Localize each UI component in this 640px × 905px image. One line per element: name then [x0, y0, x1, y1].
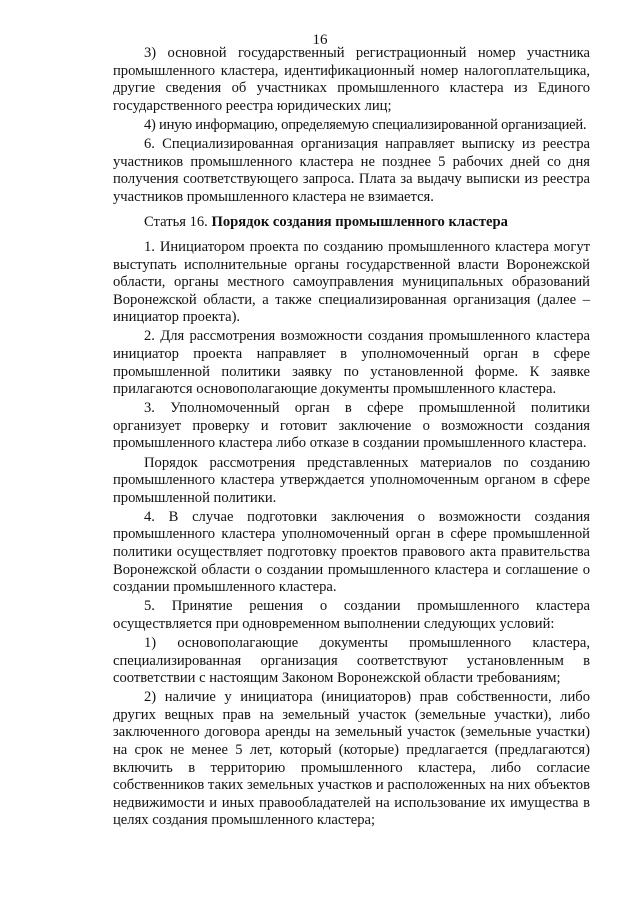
- page-number: 16: [312, 32, 328, 48]
- paragraph-4-other-info: 4) иную информацию, определяемую специализированной организацией.: [144, 116, 587, 133]
- paragraph-5-conditions: 5. Принятие решения о создании промышленного кластера осуществляется при одновременном выполнении следующих условий:: [113, 598, 590, 632]
- paragraph-2-application: 2. Для рассмотрения возможности создания промышленного кластера инициатор проекта направляет в уполномоченный орган в сфере промышленной политики заявку по установленной форме. К заявке прилагаются основополагающие документы промышленного кластера.: [113, 328, 590, 398]
- document-body: [113, 45, 590, 832]
- paragraph-3-registration-number: 3) основной государственный регистрационный номер участника промышленного кластера, идентификационный номер налогоплательщика, другие сведения об участниках промышленного кластера из Единого государственного реестра юридических лиц;: [113, 45, 590, 114]
- article-heading: [113, 214, 590, 232]
- paragraph-6-registry-extract: 6. Специализированная организация направляет выписку из реестра участников промышленного кластера не позднее 5 рабочих дней со дня получения соответствующего запроса. Плата за выдачу выписки из реестра участников промышленного кластера не взимается.: [113, 135, 590, 205]
- paragraph-4-draft-act: 4. В случае подготовки заключения о возможности создания промышленного кластера уполномоченный орган в сфере промышленной политики осуществляет подготовку проектов правового акта правительства Воронежской области о создании промышленного кластера и соглашение о создании промышленного кластера.: [113, 508, 590, 596]
- condition-2-land-rights: 2) наличие у инициатора (инициаторов) прав собственности, либо других вещных прав на земельный участок (земельные участки), либо заключенного договора аренды на земельный участок (земельные участки) на срок не менее 5 лет, который (которые) предлагается (предлагаются) включить в территорию промышленного кластера, либо согласие собственников таких земельных участков и расположенных на них объектов недвижимости и иных правообладателей на использование их имущества в целях создания промышленного кластера;: [113, 689, 590, 829]
- paragraph-1-initiator: 1. Инициатором проекта по созданию промышленного кластера могут выступать исполнительные органы государственной власти Воронежской области, органы местного самоуправления муниципальных образований Воронежской области, а также специализированная организация (далее – инициатор проекта).: [113, 238, 590, 326]
- article-title: Порядок создания промышленного кластера: [211, 214, 508, 231]
- condition-1-documents: 1) основополагающие документы промышленного кластера, специализированная организация соответствуют установленным в соответствии с настоящим Законом Воронежской области требованиям;: [113, 635, 590, 687]
- paragraph-review-procedure: Порядок рассмотрения представленных материалов по созданию промышленного кластера утверждается уполномоченным органом в сфере промышленной политики.: [113, 454, 590, 506]
- paragraph-3-review: 3. Уполномоченный орган в сфере промышленной политики организует проверку и готовит заключение о возможности создания промышленного кластера либо отказе в создании промышленного кластера.: [113, 400, 590, 452]
- article-prefix: Статья 16.: [144, 214, 208, 231]
